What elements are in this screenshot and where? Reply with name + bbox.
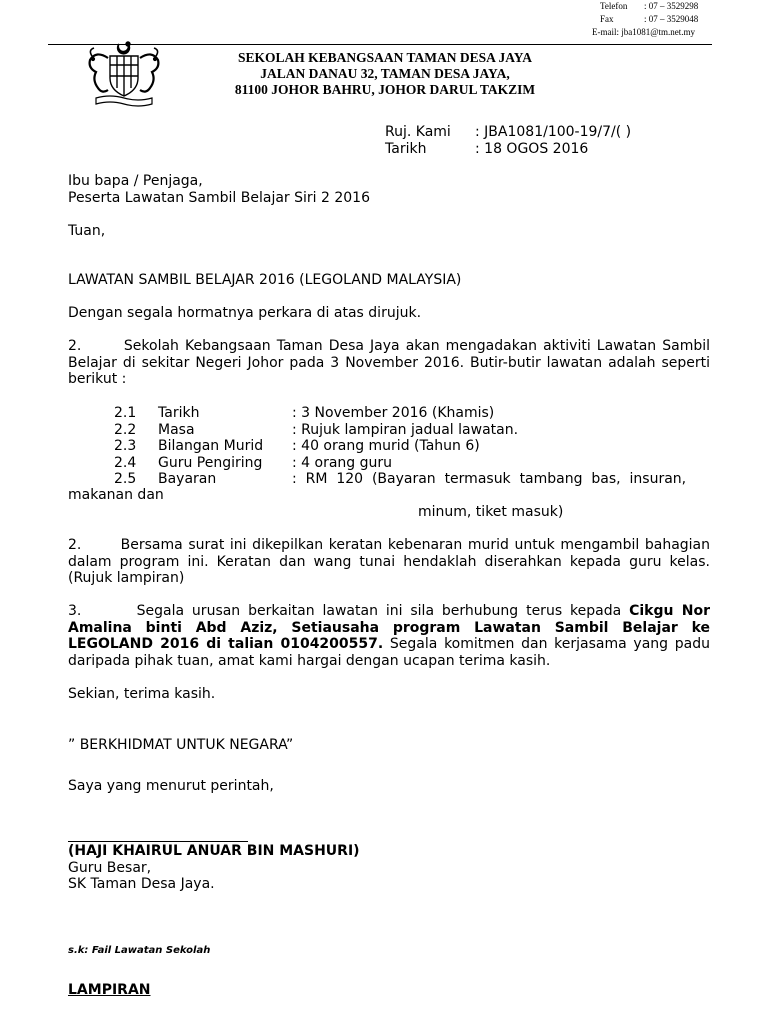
closing-line: Sekian, terima kasih.	[68, 686, 216, 702]
ruj-value: : JBA1081/100-19/7/( )	[475, 124, 632, 140]
detail-value: : Rujuk lampiran jadual lawatan.	[292, 421, 519, 438]
signatory	[68, 843, 710, 893]
recipient-line-2: Peserta Lawatan Sambil Belajar Siri 2 2016	[68, 189, 370, 206]
detail-row	[114, 405, 710, 422]
detail-number: 2.4	[114, 454, 137, 471]
paragraph-3	[68, 537, 710, 587]
detail-value: : 40 orang murid (Tahun 6)	[292, 438, 480, 454]
recipient	[68, 173, 710, 206]
signatory-school: SK Taman Desa Jaya.	[68, 876, 215, 892]
coat-of-arms-icon	[82, 38, 166, 110]
detail-row	[114, 471, 710, 488]
details-continuation-2: minum, tiket masuk)	[418, 504, 564, 520]
paragraph-4	[68, 603, 710, 669]
paragraph-2-text: Sekolah Kebangsaan Taman Desa Jaya akan mengadakan aktiviti Lawatan Sambil Belajar di sekitar Negeri Johor pada 3 November 2016. Butir-butir lawatan adalah seperti berikut :	[68, 338, 710, 387]
detail-row	[114, 422, 710, 439]
school-header	[170, 50, 600, 98]
salutation: Tuan,	[68, 223, 106, 239]
paragraph-3-text: Bersama surat ini dikepilkan keratan kebenaran murid untuk mengambil bahagian dalam program ini. Keratan dan wang tunai hendaklah diserahkan kepada guru kelas. (Rujuk lampiran)	[68, 537, 710, 586]
detail-value: : 4 orang guru	[292, 454, 393, 471]
telefon-label: Telefon	[600, 1, 628, 11]
detail-label: Bilangan Murid	[158, 438, 264, 454]
motto: ” BERKHIDMAT UNTUK NEGARA”	[68, 737, 294, 753]
address-line-1: JALAN DANAU 32, TAMAN DESA JAYA,	[260, 66, 510, 81]
paragraph-4-text: Segala urusan berkaitan lawatan ini sila berhubung terus kepada	[136, 603, 630, 619]
detail-value: : 3 November 2016 (Khamis)	[292, 405, 495, 421]
detail-label: Tarikh	[158, 405, 200, 421]
detail-label: Masa	[158, 421, 195, 438]
detail-number: 2.1	[114, 405, 137, 421]
contact-block	[592, 0, 698, 39]
recipient-line-1: Ibu bapa / Penjaga,	[68, 173, 203, 189]
detail-label: Bayaran	[158, 471, 217, 487]
school-name: SEKOLAH KEBANGSAAN TAMAN DESA JAYA	[237, 50, 533, 65]
email-label: E-mail:	[592, 27, 619, 37]
signature-line	[68, 841, 248, 842]
fax-value: : 07 – 3529048	[644, 14, 699, 24]
detail-number: 2.3	[114, 438, 137, 454]
detail-number: 2.2	[114, 421, 137, 438]
fax-row	[592, 13, 698, 26]
carbon-copy-note: s.k: Fail Lawatan Sekolah	[68, 945, 211, 956]
sign-off: Saya yang menurut perintah,	[68, 778, 274, 794]
details-list	[114, 405, 710, 488]
paragraph-4-number: 3.	[68, 603, 82, 619]
subject: LAWATAN SAMBIL BELAJAR 2016 (LEGOLAND MALAYSIA)	[68, 272, 462, 288]
intro-paragraph: Dengan segala hormatnya perkara di atas dirujuk.	[68, 305, 422, 321]
paragraph-4-closing: Segala komitmen dan kerjasama yang padu daripada pihak tuan, amat kami hargai dengan ucapan terima kasih.	[68, 636, 710, 669]
paragraph-3-number: 2.	[68, 537, 82, 553]
reference-block	[385, 124, 631, 158]
detail-value: : RM 120 (Bayaran termasuk tambang bas, insuran,	[292, 471, 687, 487]
telefon-value: : 07 – 3529298	[644, 1, 699, 11]
signatory-title: Guru Besar,	[68, 859, 152, 876]
reference-row	[385, 124, 631, 141]
signatory-name: (HAJI KHAIRUL ANUAR BIN MASHURI)	[68, 843, 360, 859]
detail-row	[114, 438, 710, 455]
detail-row	[114, 455, 710, 472]
fax-label: Fax	[600, 14, 614, 24]
paragraph-4-contact: Cikgu Nor Amalina binti Abd Aziz, Setiausaha program Lawatan Sambil Belajar ke LEGOLAND 2016 di talian 0104200557.	[68, 603, 710, 652]
telefon-row	[592, 0, 698, 13]
email-value: jba1081@tm.net.my	[621, 27, 696, 37]
tarikh-value: : 18 OGOS 2016	[475, 141, 589, 157]
tarikh-label: Tarikh	[385, 141, 427, 157]
date-row	[385, 141, 631, 158]
detail-label: Guru Pengiring	[158, 454, 263, 471]
address-line-2: 81100 JOHOR BAHRU, JOHOR DARUL TAKZIM	[234, 82, 536, 97]
email-row	[592, 26, 698, 39]
paragraph-2-number: 2.	[68, 338, 82, 354]
ruj-label: Ruj. Kami	[385, 124, 451, 140]
detail-number: 2.5	[114, 471, 137, 487]
details-continuation-1: makanan dan	[68, 487, 164, 503]
attachment-heading: LAMPIRAN	[68, 982, 151, 998]
paragraph-2	[68, 338, 710, 388]
